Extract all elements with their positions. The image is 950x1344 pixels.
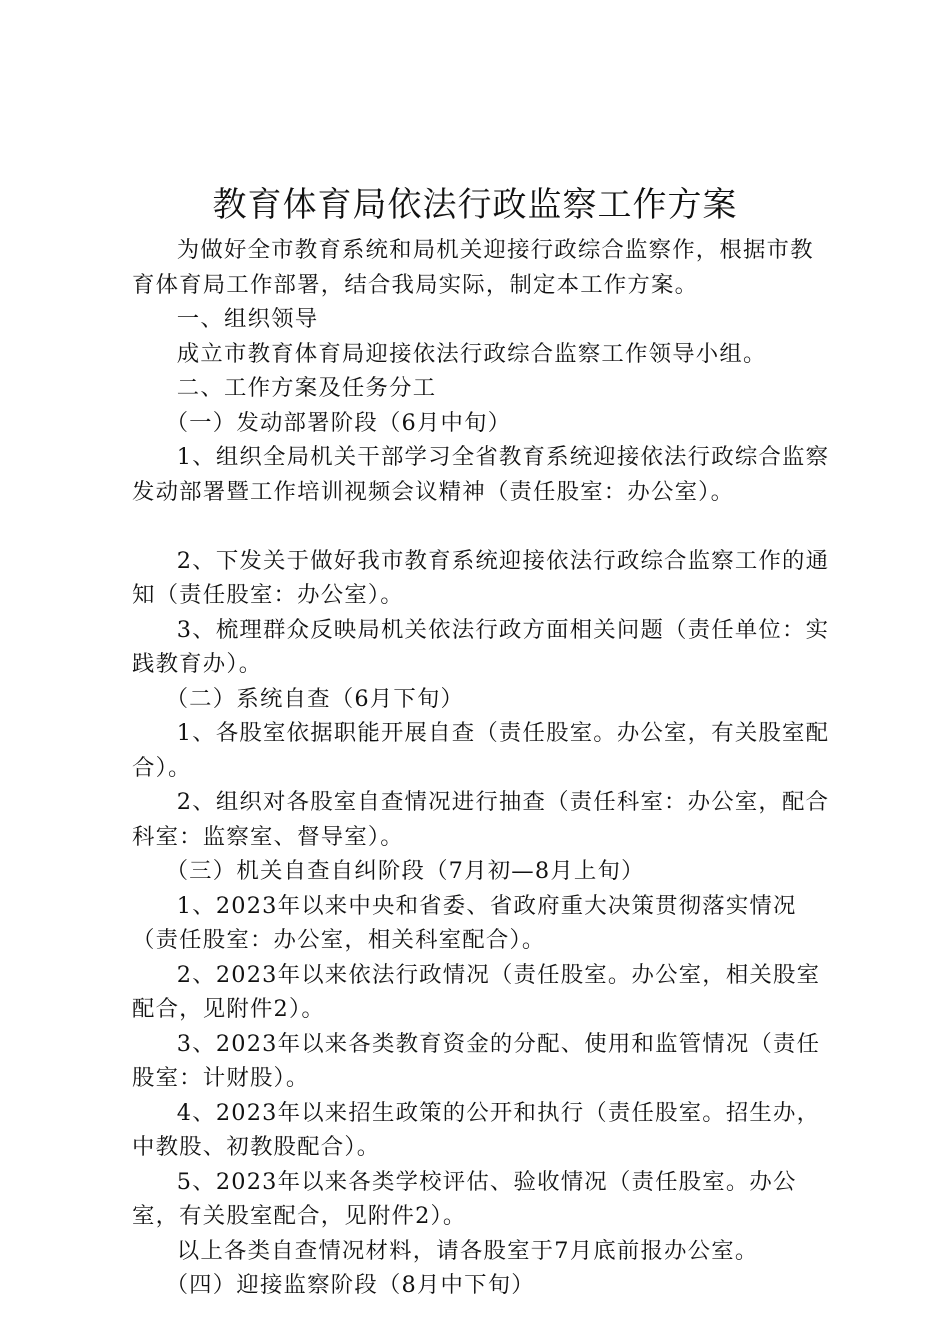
document-body	[132, 233, 832, 1303]
list-item: 5、2023年以来各类学校评估、验收情况（责任股室。办公室，有关股室配合，见附件2）。	[132, 1168, 797, 1229]
list-item: 3、梳理群众反映局机关依法行政方面相关问题（责任单位：实践教育办）。	[132, 616, 830, 677]
phase-heading-mobilization: （一）发动部署阶段（6月中旬）	[165, 409, 512, 436]
list-item: 2、2023年以来依法行政情况（责任股室。办公室，相关股室配合，见附件2）。	[132, 961, 821, 1022]
phase-heading-correction: （三）机关自查自纠阶段（7月初—8月上旬）	[165, 858, 645, 884]
phase-heading-self-check: （二）系统自查（6月下旬）	[165, 685, 465, 712]
document-title: 教育体育局依法行政监察工作方案	[212, 185, 738, 225]
list-item: 3、2023年以来各类教育资金的分配、使用和监管情况（责任股室：计财股）。	[132, 1030, 821, 1091]
list-item: 2、组织对各股室自查情况进行抽查（责任科室：办公室，配合科室：监察室、督导室）。	[132, 789, 830, 850]
list-item: 1、组织全局机关干部学习全省教育系统迎接依法行政综合监察发动部署暨工作培训视频会议精神（责任股室：办公室）。	[132, 444, 830, 505]
list-item: 1、各股室依据职能开展自查（责任股室。办公室，有关股室配合）。	[132, 720, 830, 781]
list-item: 2、下发关于做好我市教育系统迎接依法行政综合监察工作的通知（责任股室：办公室）。	[132, 547, 830, 608]
closing-paragraph: 以上各类自查情况材料，请各股室于7月底前报办公室。	[176, 1237, 759, 1264]
section-heading-leadership: 一、组织领导	[176, 306, 319, 332]
list-item: 4、2023年以来招生政策的公开和执行（责任股室。招生办，中教股、初教股配合）。	[132, 1099, 821, 1160]
phase-heading-inspection: （四）迎接监察阶段（8月中下旬）	[165, 1272, 535, 1298]
section-heading-plan: 二、工作方案及任务分工	[176, 375, 437, 401]
intro-paragraph: 为做好全市教育系统和局机关迎接行政综合监察作，根据市教育体育局工作部署，结合我局实际，制定本工作方案。	[132, 237, 814, 298]
leadership-paragraph: 成立市教育体育局迎接依法行政综合监察工作领导小组。	[176, 340, 767, 367]
list-item: 1、2023年以来中央和省委、省政府重大决策贯彻落实情况（责任股室：办公室，相关科室配合）。	[132, 892, 797, 953]
